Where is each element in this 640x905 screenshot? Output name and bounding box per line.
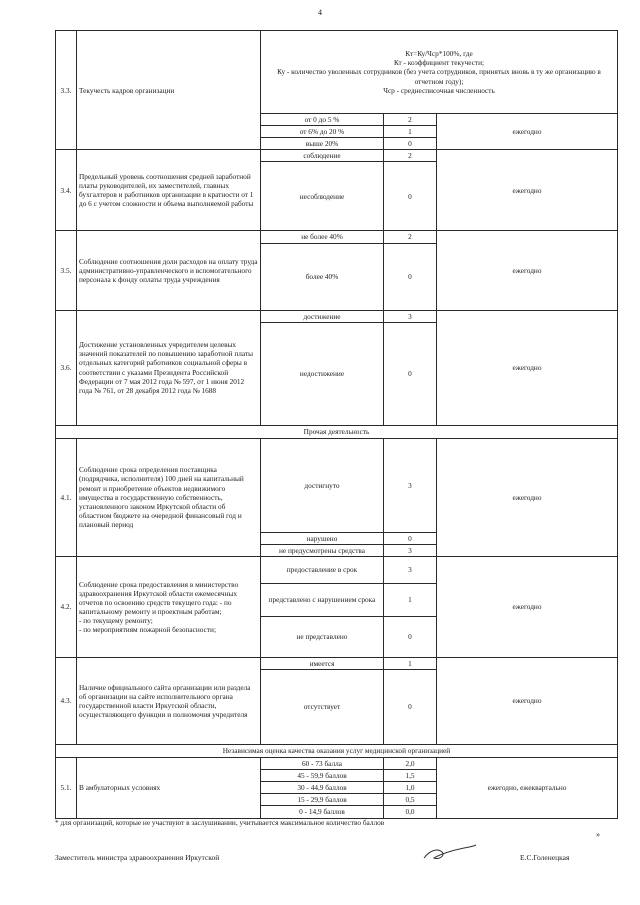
period-cell: ежегодно [437,231,618,310]
condition-cell: не предусмотрены средства [261,544,384,556]
criterion-text: Текучесть кадров организации [77,31,261,150]
row-number: 3.3. [56,31,77,150]
criteria-table [55,30,618,819]
signatory-name: Е.С.Голенецкая [520,853,570,862]
points-cell: 1 [384,657,437,669]
points-cell: 0,5 [384,794,437,806]
criterion-text: Соблюдение срока определения поставщика (подрядчика, исполнителя) 100 дней на капитальный ремонт и приобретение объектов недвижимого имущества в государственную собственность, установленного законом Иркутской области об областном бюджете на очередной финансовый год и плановый период [77,438,261,556]
page-number: 4 [318,8,322,17]
condition-cell: достижение [261,310,384,322]
condition-cell: предоставление в срок [261,556,384,583]
condition-cell: выше 20% [261,138,384,150]
condition-cell: достигнуто [261,438,384,532]
condition-cell: недостижение [261,322,384,425]
footnote: * для организаций, которые не участвуют в заслушивании, учитывается максимальное количество баллов [55,818,385,827]
criterion-text-main: Соблюдение срока предоставления в министерство здравоохранения Иркутской области ежемесячных отчетов по освоению средств текущего года: - по капитальному ремонту и проектным работам; [79,579,239,616]
points-cell: 0 [384,322,437,425]
table-row [56,744,618,757]
points-cell: 2 [384,114,437,126]
condition-cell: 30 - 44,9 баллов [261,782,384,794]
period-cell: ежегодно [437,150,618,231]
points-cell: 1,5 [384,770,437,782]
points-cell: 3 [384,544,437,556]
formula-cell [261,31,618,114]
table-row [56,556,618,583]
table-row [56,150,618,162]
criterion-text: Достижение установленных учредителем целевых значений показателей по повышению заработной платы отдельных категорий работников социальной сферы в соответствии с указами Президента Российской Федерации от 7 мая 2012 года № 597, от 1 июня 2012 года № 761, от 28 декабря 2012 года № 1688 [77,310,261,425]
criterion-text: Наличие официального сайта организации или раздела об организации на сайте исполнительного органа государственной власти Иркутской области, осуществляющего функции и полномочия учредителя [77,657,261,744]
table-row [56,231,618,243]
points-cell: 0 [384,532,437,544]
criterion-text [77,556,261,657]
condition-cell: несоблюдение [261,162,384,231]
points-cell: 2,0 [384,757,437,769]
formula-line: Кт=Ку/Чср*100%, где [405,49,473,59]
points-cell: 0 [384,616,437,657]
points-cell: 3 [384,310,437,322]
condition-cell: от 0 до 5 % [261,114,384,126]
condition-cell: нарушено [261,532,384,544]
points-cell: 0 [384,138,437,150]
condition-cell: не более 40% [261,231,384,243]
condition-cell: 60 - 73 балла [261,757,384,769]
formula-line: Чср - среднесписочная численность [383,85,495,95]
row-number: 3.6. [56,310,77,425]
formula-line: Ку - количество уволенных сотрудников (без учета сотрудников, принятых вновь в ту же организацию в отчетном году); [277,67,601,86]
table-row [56,425,618,438]
points-cell: 3 [384,438,437,532]
points-cell: 3 [384,556,437,583]
points-cell: 2 [384,150,437,162]
condition-cell: отсутствует [261,669,384,744]
row-number: 5.1. [56,757,77,818]
signatory-title: Заместитель министра здравоохранения Иркутской [55,853,220,862]
points-cell: 0 [384,243,437,310]
points-cell: 0 [384,669,437,744]
condition-cell: 15 - 29,9 баллов [261,794,384,806]
row-number: 3.5. [56,231,77,310]
period-cell: ежегодно [437,556,618,657]
points-cell: 0 [384,162,437,231]
points-cell: 0,0 [384,806,437,818]
criterion-text-line: - по текущему ремонту; [79,615,153,625]
condition-cell: представлено с нарушением срока [261,583,384,616]
section-header: Независимая оценка качества оказания услуг медицинской организацией [56,744,618,757]
criterion-text-line: - по мероприятиям пожарной безопасности; [79,625,216,635]
period-cell: ежегодно [437,657,618,744]
criterion-text: В амбулаторных условиях [77,757,261,818]
points-cell: 1 [384,126,437,138]
corner-mark: » [596,830,600,839]
points-cell: 1 [384,583,437,616]
row-number: 4.3. [56,657,77,744]
table-row [56,310,618,322]
handwritten-signature [420,842,480,864]
condition-cell: более 40% [261,243,384,310]
row-number: 4.1. [56,438,77,556]
period-cell: ежегодно [437,114,618,150]
table-row [56,657,618,669]
points-cell: 1,0 [384,782,437,794]
condition-cell: имеется [261,657,384,669]
condition-cell: 0 - 14,9 баллов [261,806,384,818]
table-row [56,31,618,114]
points-cell: 2 [384,231,437,243]
table-row [56,757,618,769]
period-cell: ежегодно [437,438,618,556]
criterion-text: Предельный уровень соотношения средней заработной платы руководителей, их заместителей, главных бухгалтеров и работников организации в кратности от 1 до 6 с учетом сложности и объема выполняемой работы [77,150,261,231]
condition-cell: 45 - 59,9 баллов [261,770,384,782]
row-number: 4.2. [56,556,77,657]
formula-line: Кт - коэффициент текучести; [393,58,485,68]
section-header: Прочая деятельность [56,425,618,438]
condition-cell: соблюдение [261,150,384,162]
period-cell: ежегодно, ежеквартально [437,757,618,818]
criterion-text: Соблюдение соотношения доли расходов на оплату труда административно-управленческого и вспомогательного персонала к фонду оплаты труда учреждения [77,231,261,310]
condition-cell: не представлено [261,616,384,657]
condition-cell: от 6% до 20 % [261,126,384,138]
period-cell: ежегодно [437,310,618,425]
row-number: 3.4. [56,150,77,231]
table-row [56,438,618,532]
